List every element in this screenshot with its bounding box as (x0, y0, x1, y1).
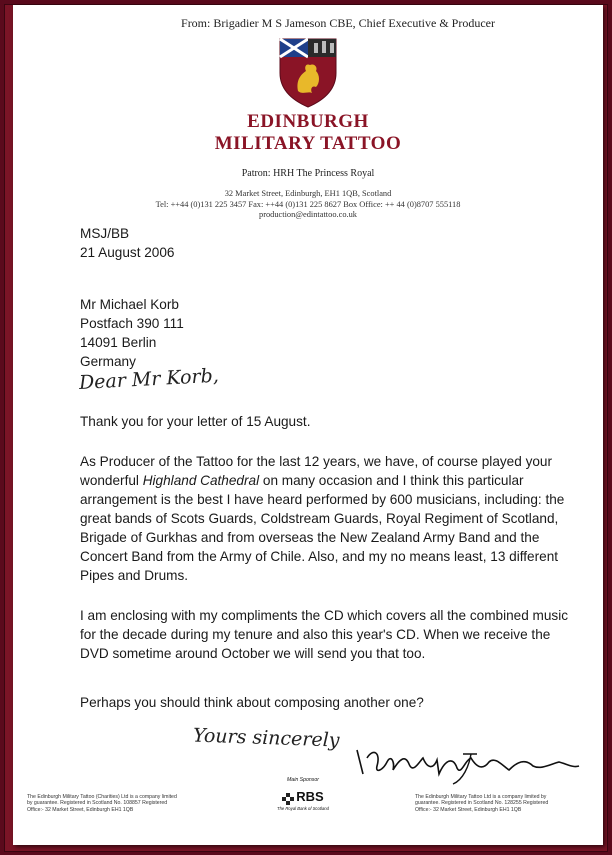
organisation-name (13, 111, 603, 155)
email-line: production@edintattoo.co.uk (259, 210, 357, 219)
reference: MSJ/BB (80, 226, 130, 241)
paragraph-4-text: Perhaps you should think about composing another one? (80, 695, 424, 710)
recipient-name: Mr Michael Korb (80, 297, 179, 312)
letter-page (13, 5, 603, 845)
handwritten-closing: Yours sincerely (192, 724, 340, 752)
address-line: 32 Market Street, Edinburgh, EH1 1QB, Scotland (224, 189, 392, 198)
sponsor-name: RBS (296, 789, 324, 804)
footer-left: The Edinburgh Military Tattoo (Charities) Ltd is a company limited by guarantee. Registered in Scotland No. 108857 Registered Office:- 32 Market Street, Edinburgh EH1 1QB (27, 794, 177, 813)
sponsor-label: Main Sponsor (286, 777, 319, 783)
page-border (4, 4, 608, 852)
recipient-line-3: Germany (80, 354, 136, 369)
org-line-1: EDINBURGH (247, 111, 369, 132)
address-block (13, 189, 603, 221)
handwritten-salutation: Dear Mr Korb, (78, 364, 220, 394)
footer-right: The Edinburgh Military Tattoo Ltd is a company limited by guarantee. Registered in Scotland No. 128255 Registered Office:- 32 Market Street, Edinburgh EH1 1QB (415, 794, 549, 813)
contact-line: Tel: ++44 (0)131 225 3457 Fax: ++44 (0)131 225 8627 Box Office: ++ 44 (0)8707 555118 (155, 199, 461, 209)
recipient-address (80, 295, 580, 371)
paragraph-2-text-b: on many occasion and I think this particular arrangement is the best I have heard performed by 600 musicians, including: the great bands of Scots Guards, Coldstream Guards, Royal Regiment of Scotland, Brigade of Gurkhas and from overseas the New Zealand Army Band and the Concert Band from the Army of Chile. Also, and my no means least, 13 different Pipes and Drums. (80, 473, 565, 583)
from-line: From: Brigadier M S Jameson CBE, Chief Executive & Producer (181, 16, 495, 30)
crest-logo (276, 35, 340, 109)
rbs-logo-icon (282, 793, 294, 805)
paragraph-1-text: Thank you for your letter of 15 August. (80, 414, 311, 429)
paragraph-4 (80, 693, 580, 712)
paragraph-2-text-a: As Producer of the Tattoo for the last 12 years, we have, of course played your wonderful (80, 454, 553, 488)
signature (353, 740, 583, 790)
paragraph-1 (80, 412, 580, 431)
reference-block (80, 224, 580, 262)
org-line-2: MILITARY TATTOO (214, 133, 402, 154)
song-title: Highland Cathedral (142, 473, 260, 488)
sponsor-block (263, 777, 343, 811)
patron-line: Patron: HRH The Princess Royal (241, 168, 375, 179)
paragraph-2 (80, 452, 580, 585)
paragraph-3-text: I am enclosing with my compliments the CD which covers all the combined music for the decade during my tenure and also this year's CD. When we receive the DVD sometime around October we will send you that too. (80, 608, 569, 661)
letter-date: 21 August 2006 (80, 245, 175, 260)
paragraph-3 (80, 606, 580, 663)
recipient-line-2: 14091 Berlin (80, 335, 157, 350)
sponsor-subtitle: The Royal Bank of Scotland (277, 806, 329, 811)
recipient-line-1: Postfach 390 111 (80, 316, 184, 331)
